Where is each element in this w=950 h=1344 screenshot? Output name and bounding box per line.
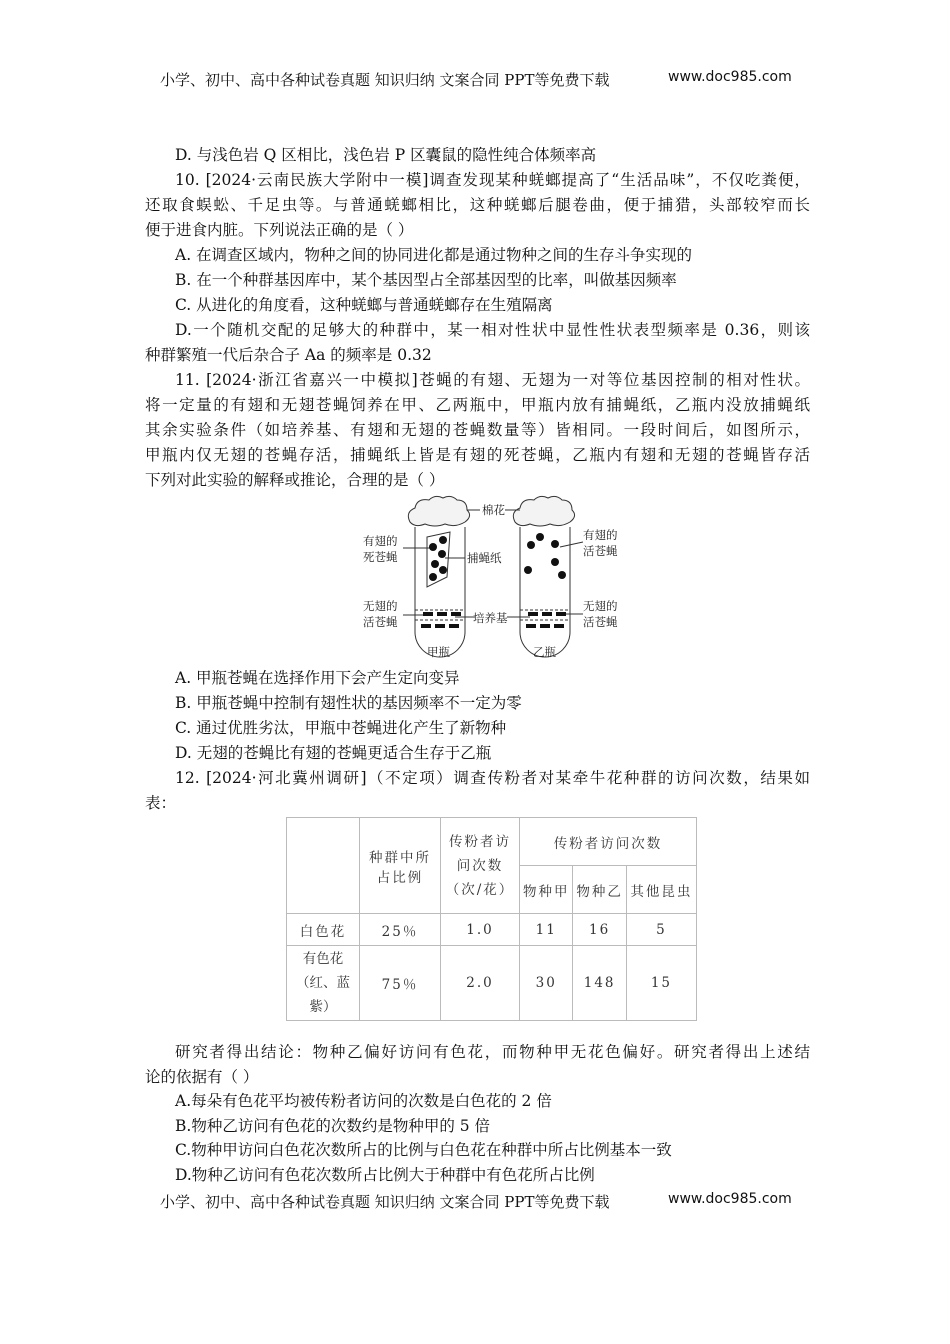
q11-option-b: B. 甲瓶苍蝇中控制有翅性状的基因频率不一定为零: [175, 694, 522, 712]
cell: 75％: [360, 946, 441, 1021]
cell: 11: [520, 914, 573, 946]
pollinator-table: [286, 817, 697, 1021]
q12-option-b: B.物种乙访问有色花的次数约是物种甲的 5 倍: [175, 1117, 491, 1135]
q10-stem: 便于进食内脏。下列说法正确的是（ ）: [145, 221, 414, 239]
header-ratio: 种群中所占比例: [360, 818, 441, 914]
label-bottle-a: 甲瓶: [427, 645, 450, 659]
q11-option-c: C. 通过优胜劣汰，甲瓶中苍蝇进化产生了新物种: [175, 719, 507, 737]
label-wingless-right: 无翅的: [583, 599, 618, 613]
table-row: [287, 914, 697, 946]
q10-stem: 10. [2024·云南民族大学附中一模]调查发现某种蜣螂提高了“生活品味”，不仅吃粪便，: [175, 171, 810, 189]
page-footer: [160, 1191, 792, 1212]
label-medium: 培养基: [473, 611, 508, 625]
page-header: [160, 69, 792, 90]
q11-stem: 11. [2024·浙江省嘉兴一中模拟]苍蝇的有翅、无翅为一对等位基因控制的相对性状。: [175, 371, 810, 389]
q12-stem: 12. [2024·河北冀州调研]（不定项）调查传粉者对某牵牛花种群的访问次数，结果如: [175, 769, 810, 787]
label-dead-winged: 有翅的: [363, 534, 398, 548]
q10-option-d-cont: 种群繁殖一代后杂合子 Aa 的频率是 0.32: [145, 346, 432, 364]
label-wingless-left: 无翅的: [363, 599, 398, 613]
q12-option-c: C.物种甲访问白色花次数所占的比例与白色花在种群中所占比例基本一致: [175, 1141, 672, 1159]
label-wingless-right-2: 活苍蝇: [583, 615, 618, 629]
table-row: [287, 946, 697, 1021]
q10-option-d: D.一个随机交配的足够大的种群中，某一相对性状中显性性状表型频率是 0.36，则该: [175, 321, 810, 339]
q10-option-a: A. 在调查区域内，物种之间的协同进化都是通过物种之间的生存斗争实现的: [175, 246, 693, 264]
q11-stem: 甲瓶内仅无翅的苍蝇存活，捕蝇纸上皆是有翅的死苍蝇，乙瓶内有翅和无翅的苍蝇皆存活: [145, 446, 810, 464]
q11-option-a: A. 甲瓶苍蝇在选择作用下会产生定向变异: [175, 669, 460, 687]
label-live-winged: 有翅的: [583, 528, 618, 542]
header-species-a: 物种甲: [520, 866, 573, 914]
q12-conclusion: 研究者得出结论：物种乙偏好访问有色花，而物种甲无花色偏好。研究者得出上述结: [175, 1043, 810, 1061]
header-group: 传粉者访问次数: [520, 818, 697, 866]
header-species-b: 物种乙: [573, 866, 626, 914]
cell: 15: [626, 946, 696, 1021]
q10-stem: 还取食蜈蚣、千足虫等。与普通蜣螂相比，这种蜣螂后腿卷曲，便于捕猎，头部较窄而长: [145, 196, 810, 214]
header-url[interactable]: www.doc985.com: [668, 69, 792, 85]
q11-stem: 下列对此实验的解释或推论，合理的是（ ）: [145, 471, 445, 489]
cell: 148: [573, 946, 626, 1021]
label-wingless-left-2: 活苍蝇: [363, 615, 398, 629]
q11-option-d: D. 无翅的苍蝇比有翅的苍蝇更适合生存于乙瓶: [175, 744, 492, 762]
cell: 16: [573, 914, 626, 946]
header-other: 其他昆虫: [626, 866, 696, 914]
q11-stem: 其余实验条件（如培养基、有翅和无翅的苍蝇数量等）皆相同。一段时间后，如图所示，: [145, 421, 810, 439]
q12-stem: 表：: [145, 794, 177, 812]
header-visits: 传粉者访问次数（次/花）: [441, 818, 520, 914]
cell: 5: [626, 914, 696, 946]
label-dead-winged-2: 死苍蝇: [363, 550, 398, 564]
footer-url[interactable]: www.doc985.com: [668, 1191, 792, 1207]
cell: 25％: [360, 914, 441, 946]
row-label: 白色花: [287, 914, 360, 946]
q11-stem: 将一定量的有翅和无翅苍蝇饲养在甲、乙两瓶中，甲瓶内放有捕蝇纸，乙瓶内没放捕蝇纸: [145, 396, 810, 414]
cell: 30: [520, 946, 573, 1021]
footer-text: 小学、初中、高中各种试卷真题 知识归纳 文案合同 PPT等免费下载: [160, 1193, 610, 1211]
row-label-sub: （红、蓝紫）: [296, 975, 350, 1015]
corner-cell: [287, 818, 360, 914]
row-label-main: 有色花: [302, 951, 344, 967]
row-label: [287, 946, 360, 1021]
label-live-winged-2: 活苍蝇: [583, 544, 618, 558]
q12-conclusion: 论的依据有（ ）: [145, 1068, 259, 1086]
fly-bottle-figure: [355, 492, 630, 662]
q12-option-a: A.每朵有色花平均被传粉者访问的次数是白色花的 2 倍: [175, 1092, 552, 1110]
cell: 2.0: [441, 946, 520, 1021]
q9-option-d: D. 与浅色岩 Q 区相比，浅色岩 P 区囊鼠的隐性纯合体频率高: [175, 146, 597, 164]
label-flypaper: 捕蝇纸: [467, 551, 502, 565]
q10-option-c: C. 从进化的角度看，这种蜣螂与普通蜣螂存在生殖隔离: [175, 296, 553, 314]
label-bottle-b: 乙瓶: [533, 645, 556, 659]
q10-option-b: B. 在一个种群基因库中，某个基因型占全部基因型的比率，叫做基因频率: [175, 271, 677, 289]
q12-option-d: D.物种乙访问有色花次数所占比例大于种群中有色花所占比例: [175, 1166, 595, 1184]
label-cotton: 棉花: [482, 503, 505, 517]
header-text: 小学、初中、高中各种试卷真题 知识归纳 文案合同 PPT等免费下载: [160, 71, 610, 89]
cell: 1.0: [441, 914, 520, 946]
